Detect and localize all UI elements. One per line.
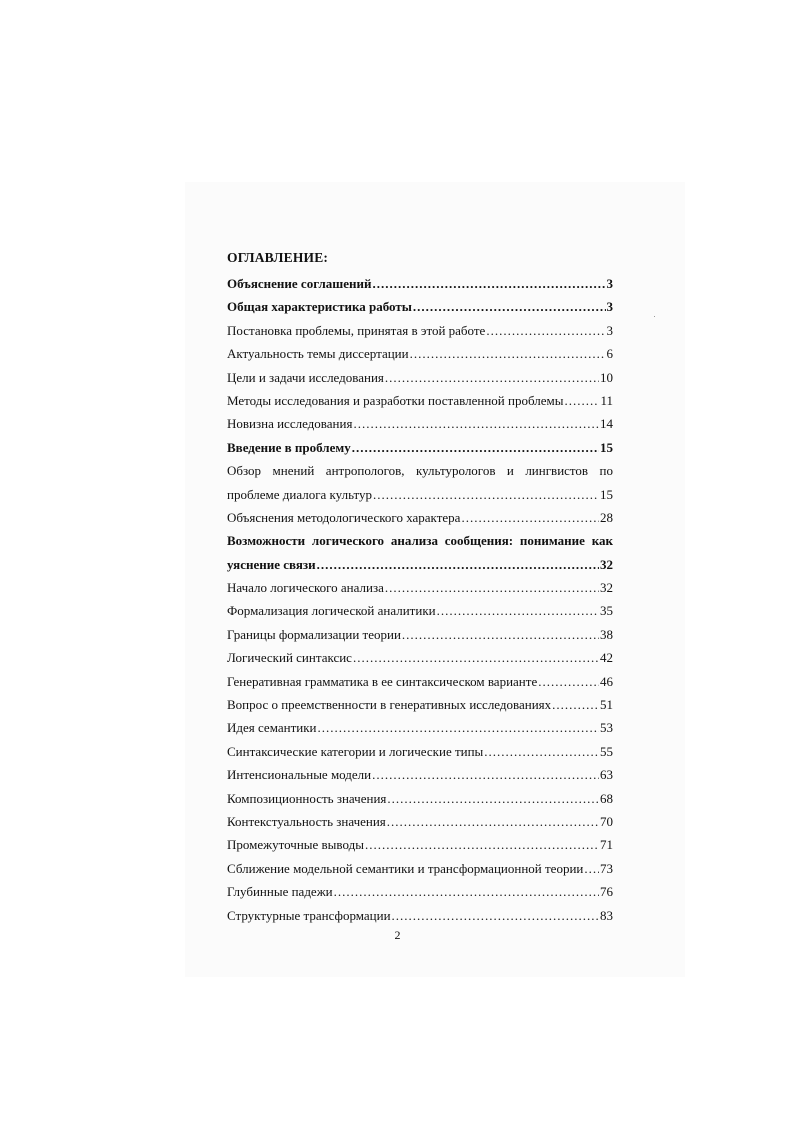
toc-entry-page: 83 (600, 907, 613, 923)
dot-leader (385, 576, 599, 599)
toc-entry-page: 32 (600, 556, 613, 572)
toc-entry-page: 11 (600, 392, 613, 408)
toc-entry-page: 71 (600, 837, 613, 853)
dot-leader (387, 810, 599, 833)
toc-entry-title: Актуальность темы диссертации (227, 346, 409, 362)
dot-leader (365, 833, 599, 856)
toc-entry (227, 740, 613, 763)
toc-entry (227, 763, 613, 786)
toc-entry-page: 32 (600, 580, 613, 596)
toc-entry-title: Формализация логической аналитики (227, 603, 436, 619)
toc-entry-page: 35 (600, 603, 613, 619)
toc-entry-title: Промежуточные выводы (227, 837, 364, 853)
dot-leader (372, 763, 599, 786)
dot-leader (373, 483, 599, 506)
toc-entry-page: 73 (600, 860, 613, 876)
table-of-contents (227, 248, 613, 927)
toc-entry (227, 833, 613, 856)
toc-entry (227, 576, 613, 599)
toc-entry-title: Объяснения методологического характера (227, 509, 461, 525)
toc-entry-page: 70 (600, 813, 613, 829)
toc-entry-title: Общая характеристика работы (227, 299, 412, 315)
toc-entry-page: 46 (600, 673, 613, 689)
toc-entry-page: 3 (606, 299, 613, 315)
dot-leader (552, 693, 599, 716)
toc-entry (227, 599, 613, 622)
toc-entry-title: проблеме диалога культур (227, 486, 373, 502)
toc-entry-page: 10 (600, 369, 613, 385)
toc-entry-title: Методы исследования и разработки поставленной проблемы (227, 392, 564, 408)
toc-entry-page: 55 (600, 743, 613, 759)
toc-entry-page: 3 (606, 276, 613, 291)
dot-leader (353, 646, 599, 669)
scan-speck (654, 316, 655, 317)
toc-entry-page: 68 (600, 790, 613, 806)
toc-entry-title: Идея семантики (227, 720, 317, 736)
toc-entry-title: Постановка проблемы, принятая в этой работе (227, 322, 486, 338)
dot-leader (402, 623, 599, 646)
toc-entry (227, 272, 613, 295)
toc-entry-title: Генеративная грамматика в ее синтаксическом варианте (227, 673, 538, 689)
dot-leader (385, 366, 599, 389)
toc-entry-page: 51 (600, 697, 613, 713)
dot-leader (484, 740, 599, 763)
toc-entry-title: Объяснение соглашений (227, 276, 372, 291)
toc-entry (227, 810, 613, 833)
dot-leader (413, 295, 606, 318)
toc-entry-title: Структурные трансформации (227, 907, 391, 923)
toc-entry (227, 389, 613, 412)
toc-entry-page: 76 (600, 884, 613, 900)
dot-leader (334, 880, 599, 903)
toc-entry (227, 295, 613, 318)
toc-entry-page: 15 (600, 439, 613, 455)
toc-entry (227, 506, 613, 529)
toc-entries (227, 272, 613, 927)
toc-entry-title: Логический синтаксис (227, 650, 352, 666)
dot-leader (387, 787, 599, 810)
toc-entry-title: Сближение модельной семантики и трансформационной теории (227, 860, 584, 876)
toc-entry (227, 693, 613, 716)
toc-entry-title: Границы формализации теории (227, 626, 401, 642)
toc-entry-page: 28 (600, 509, 613, 525)
toc-entry-page: 3 (606, 322, 613, 338)
toc-entry-title: Начало логического анализа (227, 580, 384, 596)
toc-entry-title: уяснение связи (227, 556, 316, 572)
toc-entry (227, 623, 613, 646)
toc-entry (227, 319, 613, 342)
toc-entry-line1: Возможности логического анализа сообщения: понимание как (227, 533, 613, 549)
toc-entry-page: 6 (606, 346, 613, 362)
toc-heading: ОГЛАВЛЕНИЕ: (227, 250, 329, 265)
toc-entry-page: 38 (600, 626, 613, 642)
dot-leader (486, 319, 605, 342)
toc-entry-title: Новизна исследования (227, 416, 353, 432)
dot-leader (392, 904, 599, 927)
toc-entry-title: Вопрос о преемственности в генеративных исследованиях (227, 697, 552, 713)
toc-entry-title: Введение в проблему (227, 439, 351, 455)
toc-entry-page: 53 (600, 720, 613, 736)
toc-entry (227, 787, 613, 810)
dot-leader (317, 716, 599, 739)
toc-entry (227, 646, 613, 669)
toc-entry-page: 15 (600, 486, 613, 502)
toc-entry-title: Композиционность значения (227, 790, 387, 806)
toc-entry (227, 342, 613, 365)
toc-entry (227, 553, 613, 576)
dot-leader (538, 670, 599, 693)
toc-entry (227, 412, 613, 435)
dot-leader (461, 506, 599, 529)
toc-entry-page: 14 (600, 416, 613, 432)
dot-leader (353, 412, 599, 435)
dot-leader (352, 436, 599, 459)
toc-entry (227, 436, 613, 459)
toc-entry-line1: Обзор мнений антропологов, культурологов и лингвистов по (227, 463, 613, 479)
toc-entry (227, 670, 613, 693)
dot-leader (317, 553, 599, 576)
page-number: 2 (394, 928, 401, 942)
toc-entry (227, 880, 613, 903)
dot-leader (584, 857, 599, 880)
toc-entry (227, 857, 613, 880)
toc-entry (227, 716, 613, 739)
toc-entry (227, 483, 613, 506)
dot-leader (437, 599, 599, 622)
toc-entry-title: Синтаксические категории и логические типы (227, 743, 484, 759)
toc-entry-title: Цели и задачи исследования (227, 369, 384, 385)
dot-leader (372, 272, 605, 295)
dot-leader (410, 342, 606, 365)
toc-entry (227, 904, 613, 927)
toc-entry-title: Интенсиональные модели (227, 767, 372, 783)
toc-entry-title: Контекстуальность значения (227, 813, 386, 829)
toc-entry-page: 63 (600, 767, 613, 783)
toc-entry-page: 42 (600, 650, 613, 666)
toc-entry-title: Глубинные падежи (227, 884, 333, 900)
dot-leader (564, 389, 599, 412)
toc-entry (227, 366, 613, 389)
